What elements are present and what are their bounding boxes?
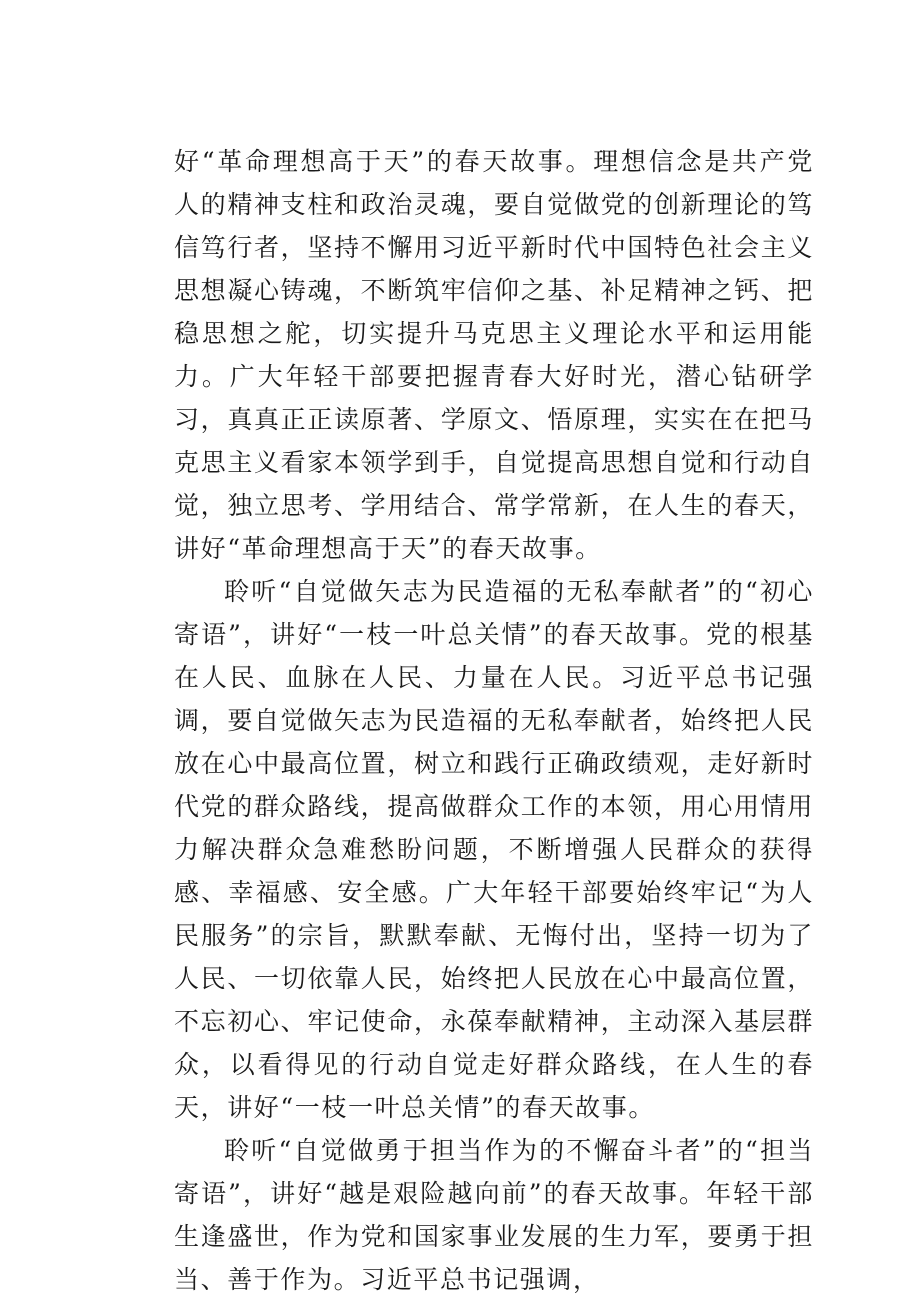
- paragraph-serve-people: 聆听“自觉做矢志为民造福的无私奉献者”的“初心寄语”，讲好“一枝一叶总关情”的春天故事。党的根基在人民、血脉在人民、力量在人民。习近平总书记强调，要自觉做矢志为民造福的无私奉献者，始终把人民放在心中最高位置，树立和践行正确政绩观，走好新时代党的群众路线，提高做群众工作的本领，用心用情用力解决群众急难愁盼问题，不断增强人民群众的获得感、幸福感、安全感。广大年轻干部要始终牢记“为人民服务”的宗旨，默默奉献、无悔付出，坚持一切为了人民、一切依靠人民，始终把人民放在心中最高位置，不忘初心、牢记使命，永葆奉献精神，主动深入基层群众，以看得见的行动自觉走好群众路线，在人生的春天，讲好“一枝一叶总关情”的春天故事。: [174, 577, 814, 1122]
- document-body: [174, 140, 814, 1301]
- paragraph-ideal-belief: 好“革命理想高于天”的春天故事。理想信念是共产党人的精神支柱和政治灵魂，要自觉做党的创新理论的笃信笃行者，坚持不懈用习近平新时代中国特色社会主义思想凝心铸魂，不断筑牢信仰之基、补足精神之钙、把稳思想之舵，切实提升马克思主义理论水平和运用能力。广大年轻干部要把握青春大好时光，潜心钻研学习，真真正正读原著、学原文、悟原理，实实在在把马克思主义看家本领学到手，自觉提高思想自觉和行动自觉，独立思考、学用结合、常学常新，在人生的春天，讲好“革命理想高于天”的春天故事。: [174, 147, 814, 563]
- paragraph-take-responsibility: 聆听“自觉做勇于担当作为的不懈奋斗者”的“担当寄语”，讲好“越是艰险越向前”的春天故事。年轻干部生逢盛世，作为党和国家事业发展的生力军，要勇于担当、善于作为。习近平总书记强调，: [174, 1136, 814, 1294]
